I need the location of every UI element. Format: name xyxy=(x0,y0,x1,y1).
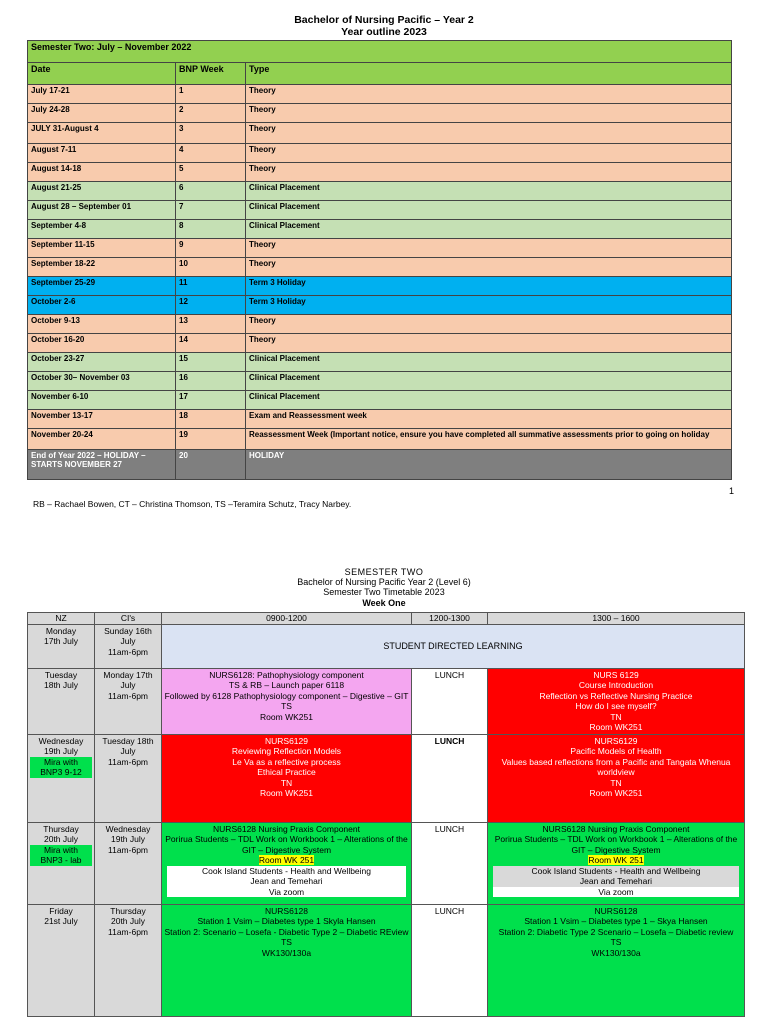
col-type-header: Type xyxy=(246,63,732,85)
outline-week: 2 xyxy=(176,104,246,123)
wednesday-pm-session xyxy=(488,734,745,822)
outline-date: September 18-22 xyxy=(28,258,176,277)
outline-type: Theory xyxy=(246,144,732,163)
text-line: 20th July xyxy=(43,834,79,844)
row-thursday xyxy=(28,822,745,904)
outline-row xyxy=(28,258,732,277)
semester-banner: Semester Two: July – November 2022 xyxy=(28,41,732,63)
outline-date: July 17-21 xyxy=(28,85,176,104)
text-line: TS xyxy=(281,937,292,947)
text-line: WK130/130a xyxy=(591,947,641,958)
thursday-nz-date xyxy=(30,824,92,845)
row-tuesday xyxy=(28,668,745,734)
outline-date: July 24-28 xyxy=(28,104,176,123)
outline-row xyxy=(28,334,732,353)
row-wednesday xyxy=(28,734,745,822)
outline-date: October 9-13 xyxy=(28,315,176,334)
outline-row xyxy=(28,429,732,450)
outline-date: August 7-11 xyxy=(28,144,176,163)
text-line: Monday xyxy=(45,625,77,636)
text-line: Room WK251 xyxy=(260,711,313,722)
outline-row xyxy=(28,353,732,372)
outline-date: November 13-17 xyxy=(28,410,176,429)
thursday-am-cook-2: Jean and Temehari xyxy=(167,876,406,887)
outline-week: 5 xyxy=(176,163,246,182)
text-line: Friday xyxy=(49,905,73,916)
thursday-nz xyxy=(28,822,95,904)
wednesday-am-session xyxy=(162,734,412,822)
text-line: TN xyxy=(610,777,622,788)
outline-row xyxy=(28,410,732,429)
timetable-programme: Bachelor of Nursing Pacific Year 2 (Level 6) xyxy=(297,577,471,587)
text-line: NURS6128 Nursing Praxis Component xyxy=(213,823,360,834)
text-line: Sunday 16th xyxy=(104,625,152,636)
timetable-heading: SEMESTER TWO xyxy=(344,567,424,577)
tt-col-ci: CI's xyxy=(95,613,162,625)
outline-row xyxy=(28,372,732,391)
tt-col-am: 0900-1200 xyxy=(162,613,412,625)
outline-date: September 4-8 xyxy=(28,220,176,239)
text-line: Station 1 Vsim – Diabetes type 1 – Skya Hansen xyxy=(524,916,708,926)
outline-week: 18 xyxy=(176,410,246,429)
outline-type: Theory xyxy=(246,85,732,104)
wednesday-note-line2: BNP3 9-12 xyxy=(40,767,82,777)
text-line: 18th July xyxy=(43,680,79,690)
text-line: TN xyxy=(610,711,622,722)
text-line: NURS6128 Nursing Praxis Component xyxy=(542,823,690,834)
text-line: Tuesday 18th xyxy=(102,735,154,746)
text-line: Wednesday xyxy=(38,735,84,746)
text-line: 11am-6pm xyxy=(108,926,148,937)
week-timetable xyxy=(27,612,745,1017)
text-line: Reflection vs Reflective Nursing Practice xyxy=(539,690,693,701)
friday-am-session xyxy=(162,904,412,1016)
monday-nz xyxy=(28,624,95,668)
outline-week: 1 xyxy=(176,85,246,104)
outline-date: August 14-18 xyxy=(28,163,176,182)
outline-week: 9 xyxy=(176,239,246,258)
text-line: 19th July xyxy=(110,834,146,844)
timetable-title: Semester Two Timetable 2023 xyxy=(323,587,445,597)
wednesday-note-line1: Mira with xyxy=(43,756,78,767)
outline-week: 3 xyxy=(176,123,246,144)
wednesday-nz-date xyxy=(30,736,92,757)
outline-row xyxy=(28,104,732,123)
wednesday-lunch: LUNCH xyxy=(412,734,488,822)
text-line: How do I see myself? xyxy=(575,701,657,711)
outline-week: 15 xyxy=(176,353,246,372)
outline-type: Term 3 Holiday xyxy=(246,277,732,296)
monday-ci xyxy=(95,624,162,668)
thursday-am-cook-3: Via zoom xyxy=(167,887,406,898)
outline-type: HOLIDAY xyxy=(246,450,732,480)
text-line: 19th July xyxy=(43,746,79,756)
thursday-am-cook-1: Cook Island Students - Health and Wellbeing xyxy=(167,866,406,877)
outline-type: Theory xyxy=(246,315,732,334)
tuesday-ci xyxy=(95,668,162,734)
page-number: 1 xyxy=(729,486,735,496)
text-line: Porirua Students – TDL Work on Workbook 1 – Alterations of the GIT – Digestive System xyxy=(494,834,738,855)
outline-row xyxy=(28,277,732,296)
text-line: 11am-6pm xyxy=(108,646,148,657)
text-line: Station 1 Vsim – Diabetes type 1 Skyla Hansen xyxy=(197,916,376,926)
timetable-week: Week One xyxy=(362,598,406,608)
friday-nz xyxy=(28,904,95,1016)
text-line: Pacific Models of Health xyxy=(570,746,662,756)
col-date-header: Date xyxy=(28,63,176,85)
text-line: NURS 6129 xyxy=(593,669,639,680)
tuesday-pm-session xyxy=(488,668,745,734)
outline-type: Exam and Reassessment week xyxy=(246,410,732,429)
staff-legend: RB – Rachael Bowen, CT – Christina Thomson, TS –Teramira Schutz, Tracy Narbey. xyxy=(33,499,352,509)
outline-row xyxy=(28,315,732,334)
outline-week: 20 xyxy=(176,450,246,480)
text-line: 17th July xyxy=(43,636,79,646)
year-outline-table xyxy=(27,40,732,480)
text-line: 11am-6pm xyxy=(108,844,148,855)
text-line: 11am-6pm xyxy=(108,690,148,701)
text-line: Porirua Students – TDL Work on Workbook 1 – Alterations of the GIT – Digestive System xyxy=(165,834,408,855)
friday-pm-session xyxy=(488,904,745,1016)
student-directed-learning: STUDENT DIRECTED LEARNING xyxy=(162,624,745,668)
outline-date: August 28 – September 01 xyxy=(28,201,176,220)
thursday-pm-room: Room WK 251 xyxy=(588,855,644,865)
outline-type: Clinical Placement xyxy=(246,220,732,239)
friday-lunch: LUNCH xyxy=(412,904,488,1016)
text-line: July xyxy=(120,746,136,756)
outline-date: October 2-6 xyxy=(28,296,176,315)
outline-row xyxy=(28,239,732,258)
outline-week: 16 xyxy=(176,372,246,391)
text-line: Le Va as a reflective process xyxy=(232,756,341,767)
thursday-note-line1: Mira with xyxy=(43,844,78,855)
outline-row xyxy=(28,391,732,410)
outline-type: Theory xyxy=(246,123,732,144)
outline-type: Clinical Placement xyxy=(246,391,732,410)
tt-col-nz: NZ xyxy=(28,613,95,625)
text-line: Room WK251 xyxy=(260,788,313,798)
text-line: TN xyxy=(280,777,293,788)
thursday-am-room: Room WK 251 xyxy=(258,855,315,865)
outline-week: 4 xyxy=(176,144,246,163)
text-line: WK130/130a xyxy=(261,947,312,958)
wednesday-nz xyxy=(28,734,95,822)
tuesday-am-session xyxy=(162,668,412,734)
outline-row xyxy=(28,220,732,239)
thursday-pm-text xyxy=(490,824,742,856)
outline-subtitle: Year outline 2023 xyxy=(341,26,427,38)
outline-week: 14 xyxy=(176,334,246,353)
text-line: Thursday xyxy=(110,905,146,916)
outline-type: Theory xyxy=(246,104,732,123)
outline-type: Clinical Placement xyxy=(246,182,732,201)
text-line: Reviewing Reflection Models xyxy=(231,746,342,756)
outline-date: November 20-24 xyxy=(28,429,176,450)
outline-week: 8 xyxy=(176,220,246,239)
row-monday xyxy=(28,624,745,668)
thursday-lunch: LUNCH xyxy=(412,822,488,904)
text-line: NURS6129 xyxy=(594,735,638,746)
outline-type: Clinical Placement xyxy=(246,372,732,391)
text-line: Room WK251 xyxy=(589,788,643,798)
text-line: 21st July xyxy=(44,916,78,926)
thursday-pm-cook-1: Cook Island Students - Health and Wellbeing xyxy=(493,866,739,877)
outline-type: Term 3 Holiday xyxy=(246,296,732,315)
outline-week: 12 xyxy=(176,296,246,315)
outline-row xyxy=(28,85,732,104)
outline-week: 17 xyxy=(176,391,246,410)
thursday-pm-session xyxy=(488,822,745,904)
outline-title: Bachelor of Nursing Pacific – Year 2 xyxy=(294,14,474,26)
text-line: Ethical Practice xyxy=(257,767,316,777)
text-line: Room WK251 xyxy=(589,722,643,732)
outline-row xyxy=(28,296,732,315)
outline-week: 19 xyxy=(176,429,246,450)
tuesday-lunch: LUNCH xyxy=(412,668,488,734)
text-line: July xyxy=(120,636,136,646)
text-line: Values based reflections from a Pacific and Tangata Whenua worldview xyxy=(501,756,731,777)
text-line: NURS6128 xyxy=(594,905,638,916)
text-line: TS xyxy=(610,937,622,947)
tt-col-pm: 1300 – 1600 xyxy=(488,613,745,625)
thursday-pm-cook-2: Jean and Temehari xyxy=(493,876,739,887)
thursday-note xyxy=(30,845,92,866)
friday-ci xyxy=(95,904,162,1016)
outline-date: End of Year 2022 – HOLIDAY – STARTS NOVEMBER 27 xyxy=(28,450,176,480)
tt-col-lunch: 1200-1300 xyxy=(412,613,488,625)
outline-date: October 23-27 xyxy=(28,353,176,372)
outline-row xyxy=(28,450,732,480)
text-line: 11am-6pm xyxy=(108,756,148,767)
outline-date: October 30– November 03 xyxy=(28,372,176,391)
outline-date: August 21-25 xyxy=(28,182,176,201)
wednesday-note xyxy=(30,757,92,778)
wednesday-ci xyxy=(95,734,162,822)
outline-row xyxy=(28,123,732,144)
outline-type: Theory xyxy=(246,334,732,353)
text-line: NURS6128: Pathophysiology component xyxy=(209,669,364,680)
thursday-ci xyxy=(95,822,162,904)
outline-type: Theory xyxy=(246,239,732,258)
tuesday-nz xyxy=(28,668,95,734)
thursday-pm-cook-3: Via zoom xyxy=(493,887,739,898)
outline-row xyxy=(28,182,732,201)
thursday-note-line2: BNP3 - lab xyxy=(40,855,82,865)
text-line: Tuesday xyxy=(44,669,78,680)
outline-type: Clinical Placement xyxy=(246,353,732,372)
text-line: Station 2: Scenario – Losefa - Diabetic Type 2 – Diabetic REview xyxy=(164,926,409,937)
text-line: Followed by 6128 Pathophysiology component – Digestive – GIT xyxy=(164,690,409,701)
outline-date: November 6-10 xyxy=(28,391,176,410)
text-line: NURS6129 xyxy=(265,735,308,746)
text-line: Course Introduction xyxy=(578,680,654,690)
text-line: TS xyxy=(281,701,292,711)
outline-type: Theory xyxy=(246,258,732,277)
outline-type: Reassessment Week (Important notice, ensure you have completed all summative assessments prior to going on holiday xyxy=(246,429,732,450)
text-line: NURS6128 xyxy=(265,905,308,916)
thursday-am-text xyxy=(164,824,409,856)
outline-week: 11 xyxy=(176,277,246,296)
outline-week: 7 xyxy=(176,201,246,220)
outline-week: 10 xyxy=(176,258,246,277)
thursday-am-session xyxy=(162,822,412,904)
col-week-header: BNP Week xyxy=(176,63,246,85)
outline-row xyxy=(28,163,732,182)
text-line: Monday 17th xyxy=(103,669,153,680)
outline-date: October 16-20 xyxy=(28,334,176,353)
outline-date: JULY 31-August 4 xyxy=(28,123,176,144)
text-line: 20th July xyxy=(110,916,146,926)
outline-week: 6 xyxy=(176,182,246,201)
outline-week: 13 xyxy=(176,315,246,334)
text-line: Wednesday xyxy=(105,823,151,834)
outline-type: Theory xyxy=(246,163,732,182)
outline-row xyxy=(28,144,732,163)
outline-date: September 11-15 xyxy=(28,239,176,258)
row-friday xyxy=(28,904,745,1016)
text-line: Station 2: Diabetic Type 2 Scenario – Losefa – Diabetic review xyxy=(498,926,734,937)
outline-row xyxy=(28,201,732,220)
text-line: TS & RB – Launch paper 6118 xyxy=(228,680,345,690)
text-line: Thursday xyxy=(43,823,79,834)
outline-date: September 25-29 xyxy=(28,277,176,296)
outline-type: Clinical Placement xyxy=(246,201,732,220)
text-line: July xyxy=(120,680,136,690)
